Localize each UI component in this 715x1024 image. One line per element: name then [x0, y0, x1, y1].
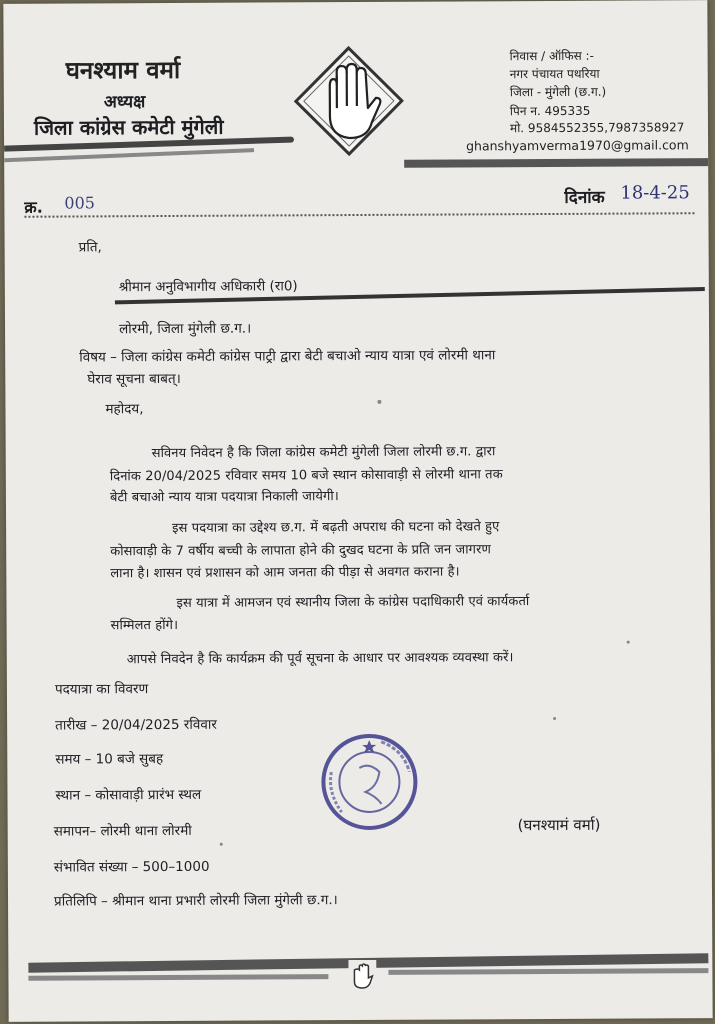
paragraph-2-line-1: इस पदयात्रा का उद्देश्य छ.ग. में बढ़ती अपराध की घटना को देखते हुए: [172, 519, 500, 536]
ink-speck: [377, 400, 381, 404]
contact-mobile: मो. 9584552355,7987358927: [509, 120, 685, 136]
details-date: तारीख – 20/04/2025 रविवार: [55, 716, 217, 734]
paragraph-2-line-3: लाना है। शासन एवं प्रशासन को आम जनता की पीड़ा से अवगत कराना है।: [110, 564, 460, 582]
ink-speck: [553, 717, 556, 720]
salutation: महोदय,: [105, 401, 144, 418]
details-heading: पदयात्रा का विवरण: [54, 681, 149, 698]
signature-name: (घनश्यामं वर्मा): [517, 815, 601, 835]
contact-email: ghanshyamverma1970@gmail.com: [466, 137, 689, 154]
contact-pin: पिन न. 495335: [509, 103, 591, 119]
details-place: स्थान – कोसावाड़ी प्रारंभ स्थल: [55, 786, 202, 804]
footer-hand-icon: [348, 960, 376, 990]
recipient-location: लोरमी, जिला मुंगेली छ.ग.।: [119, 320, 252, 338]
subject-line-2: घेराव सूचना बाबत्।: [87, 370, 181, 388]
recipient-officer: श्रीमान अनुविभागीय अधिकारी (रा0): [118, 278, 298, 296]
date-label: दिनांक: [564, 187, 605, 208]
details-end: समापन– लोरमी थाना लोरमी: [53, 822, 192, 840]
footer-swoosh-right: [388, 968, 708, 975]
contact-address-label: निवास / ऑफिस :-: [509, 48, 594, 64]
ref-number: 005: [64, 193, 95, 213]
ink-speck: [220, 843, 223, 846]
contact-address-district: जिला - मुंगेली (छ.ग.): [509, 84, 607, 100]
paragraph-1-line-2: दिनांक 20/04/2025 रविवार समय 10 बजे स्थान कोसावाड़ी से लोरमी थाना तक: [109, 467, 503, 485]
paragraph-2-line-2: कोसावाड़ी के 7 वर्षीय बच्ची के लापाता होने की दुखद घटना के प्रति जन जागरण: [110, 542, 492, 560]
date-value: 18-4-25: [620, 182, 690, 204]
letterhead-post: अध्यक्ष: [103, 92, 146, 113]
letter-page: [3, 0, 712, 1022]
subject-line-1: विषय – जिला कांग्रेस कमेटी कांग्रेस पाट्री द्वारा बेटी बचाओ न्याय यात्रा एवं लोरमी थाना: [79, 347, 496, 366]
paragraph-1-line-3: बेटी बचाओ न्याय यात्रा पदयात्रा निकाली जायेगी।: [109, 489, 339, 506]
header-swoosh-right: [404, 158, 708, 168]
footer-swoosh-left: [28, 974, 328, 981]
ref-label: क्र.: [24, 197, 43, 217]
contact-address-town: नगर पंचायत पथरिया: [509, 66, 600, 82]
ink-speck: [627, 641, 630, 644]
copy-to: प्रतिलिपि – श्रीमान थाना प्रभारी लोरमी जिला मुंगेली छ.ग.।: [53, 892, 338, 910]
details-time: समय – 10 बजे सुबह: [55, 751, 164, 768]
letterhead-name: घनश्याम वर्मा: [65, 55, 181, 85]
hand-symbol-icon: [294, 46, 405, 157]
letterhead-committee: जिला कांग्रेस कमेटी मुंगेली: [33, 114, 224, 140]
paragraph-3-line-1: इस यात्रा में आमजन एवं स्थानीय जिला के कांग्रेस पदाधिकारी एवं कार्यकर्ता: [176, 594, 530, 611]
details-count: संभावित संख्या – 500–1000: [53, 858, 210, 876]
paragraph-3-line-2: सम्मिलत होंगे।: [110, 617, 179, 634]
recipient-prati: प्रति,: [78, 239, 102, 256]
paragraph-4-line-1: आपसे निवदेन है कि कार्यक्रम की पूर्व सूचना के आधार पर आवश्यक व्यवस्था करें।: [126, 650, 514, 668]
ref-dotted-line: [24, 212, 694, 218]
official-seal-icon: [319, 732, 420, 833]
paragraph-1-line-1: सविनय निवेदन है कि जिला कांग्रेस कमेटी मुंगेली जिला लोरमी छ.ग. द्वारा: [151, 444, 496, 462]
